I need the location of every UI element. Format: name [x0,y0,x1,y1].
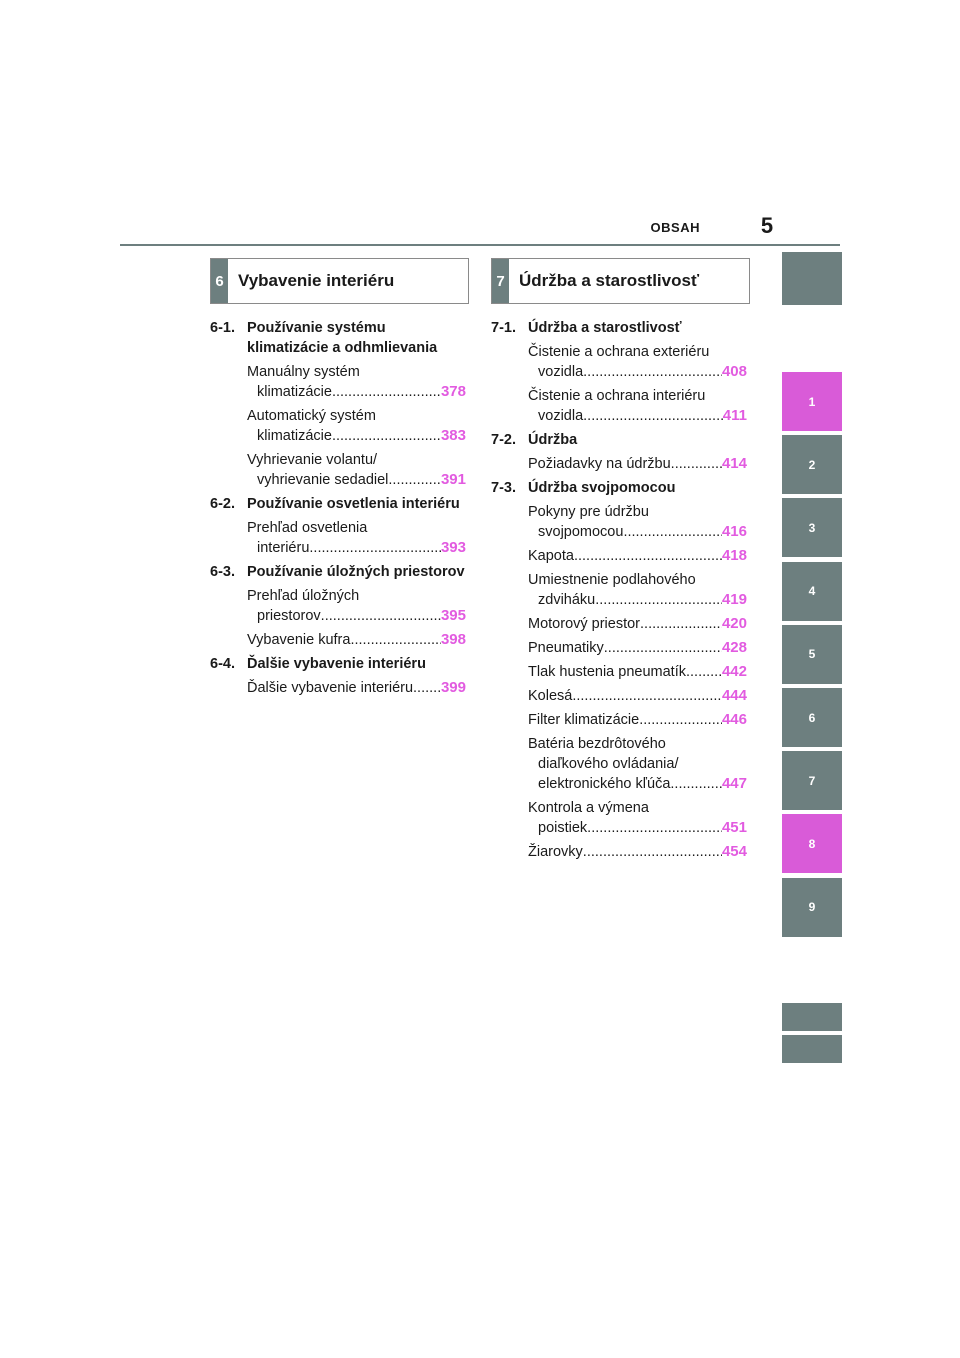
page-reference[interactable]: 414 [721,455,747,472]
chapter-tab-8[interactable]: 8 [782,814,842,873]
chapter-tab-5[interactable]: 5 [782,625,842,684]
subsection-title: Údržba svojpomocou [528,480,676,496]
toc-entry[interactable] [528,342,747,382]
toc-column-6 [210,318,466,702]
toc-column-7 [491,318,747,866]
toc-entry-text: elektronického kľúča [538,776,671,792]
toc-entry[interactable] [528,710,747,730]
section-title: Údržba a starostlivosť [519,271,700,290]
toc-entry[interactable] [528,386,747,426]
subsection-title: Používanie úložných priestorov [247,564,465,580]
section-title: Vybavenie interiéru [238,271,395,290]
subsection-heading [491,478,747,498]
toc-entry-text: Kontrola a výmena [528,800,649,816]
toc-entry-text: Požiadavky na údržbu [528,456,671,472]
dot-leader [671,454,722,474]
toc-entry-text: vozidla [538,364,584,380]
subsection-heading [491,318,747,338]
toc-entry[interactable] [247,518,466,558]
page-reference[interactable]: 454 [721,843,747,860]
dot-leader [332,382,441,402]
dot-leader [309,538,441,558]
toc-entry-text: Čistenie a ochrana interiéru [528,388,706,404]
dot-leader [583,406,723,426]
header-title: OBSAH [650,220,700,235]
toc-entry-text: klimatizácie [257,384,332,400]
section-number: 6 [211,259,228,303]
toc-entry-text: Umiestnenie podlahového [528,572,696,588]
dot-leader [574,546,722,566]
toc-entry[interactable] [528,686,747,706]
page-reference[interactable]: 398 [440,631,466,648]
dot-leader [595,590,722,610]
subsection-title: Údržba [528,432,578,448]
toc-entry[interactable] [247,362,466,402]
page-number: 5 [760,213,774,238]
subsection-heading [491,430,747,450]
toc-entry[interactable] [528,842,747,862]
page-reference[interactable]: 395 [440,607,466,624]
dot-leader [640,614,722,634]
dot-leader [413,678,441,698]
page-reference[interactable]: 420 [721,615,747,632]
dot-leader [686,662,722,682]
page-reference[interactable]: 428 [721,639,747,656]
toc-entry[interactable] [247,678,466,698]
page-reference[interactable]: 418 [721,547,747,564]
dot-leader [604,638,722,658]
toc-entry-text: diaľkového ovládania/ [538,756,679,772]
toc-entry-text: Kapota [528,548,574,564]
dot-leader [670,774,722,794]
tab-index-2[interactable] [782,1035,842,1063]
dot-leader [350,630,441,650]
page-reference[interactable]: 451 [721,819,747,836]
section-header-6 [210,258,469,304]
toc-entry-text: svojpomocou [538,524,624,540]
page-reference[interactable]: 419 [721,591,747,608]
dot-leader [572,686,722,706]
toc-entry-text: Pokyny pre údržbu [528,504,649,520]
toc-entry-text: Batéria bezdrôtového [528,736,666,752]
toc-entry-text: Motorový priestor [528,616,641,632]
toc-entry-text: Pneumatiky [528,640,604,656]
toc-entry[interactable] [528,454,747,474]
subsection-title: Používanie systému klimatizácie a odhmlievania [247,320,438,356]
subsection-number: 6-3. [210,564,235,580]
page-reference[interactable]: 393 [440,539,466,556]
section-header-7 [491,258,750,304]
subsection-number: 7-3. [491,480,516,496]
subsection-number: 6-1. [210,320,235,336]
chapter-tab-4[interactable]: 4 [782,562,842,621]
toc-entry-text: Filter klimatizácie [528,712,640,728]
header-rule [120,244,840,246]
toc-entry[interactable] [528,614,747,634]
toc-entry-text: Automatický systém [247,408,376,424]
subsection-heading [210,318,466,358]
tab-index[interactable] [782,1003,842,1031]
toc-entry[interactable] [528,662,747,682]
subsection-title: Ďalšie vybavenie interiéru [247,656,426,672]
chapter-tab-6[interactable]: 6 [782,688,842,747]
dot-leader [623,522,722,542]
subsection-number: 6-4. [210,656,235,672]
toc-entry-text: poistiek [538,820,588,836]
chapter-tab-7[interactable]: 7 [782,751,842,810]
toc-entry-text: vyhrievanie sedadiel [257,472,389,488]
page-reference[interactable]: 444 [721,687,747,704]
dot-leader [583,842,722,862]
toc-entry-text: Žiarovky [528,844,583,860]
dot-leader [388,470,441,490]
toc-entry-text: Vyhrievanie volantu/ [247,452,378,468]
toc-entry-text: Prehľad úložných [247,588,360,604]
toc-entry-text: priestorov [257,608,321,624]
toc-entry-text: Manuálny systém [247,364,360,380]
chapter-tab-9[interactable]: 9 [782,878,842,937]
chapter-tab-3[interactable]: 3 [782,498,842,557]
subsection-title: Údržba a starostlivosť [528,320,682,336]
toc-entry[interactable] [247,450,466,490]
subsection-title: Používanie osvetlenia interiéru [247,496,460,512]
dot-leader [587,818,722,838]
subsection-heading [210,494,466,514]
subsection-number: 6-2. [210,496,235,512]
toc-entry-text: zdviháku [538,592,596,608]
toc-entry[interactable] [528,502,747,542]
toc-entry-text: Vybavenie kufra [247,632,351,648]
toc-entry[interactable] [528,570,747,610]
subsection-number: 7-2. [491,432,516,448]
page-reference[interactable]: 447 [721,775,747,792]
toc-entry[interactable] [247,406,466,446]
dot-leader [639,710,722,730]
chapter-tab-1[interactable]: 1 [782,372,842,431]
toc-entry-text: Čistenie a ochrana exteriéru [528,344,710,360]
toc-entry[interactable] [528,798,747,838]
toc-entry-text: Kolesá [528,688,573,704]
toc-entry-text: vozidla [538,408,584,424]
chapter-tab-2[interactable]: 2 [782,435,842,494]
toc-entry-text: Ďalšie vybavenie interiéru [247,680,414,696]
section-number: 7 [492,259,509,303]
page-reference[interactable]: 408 [721,363,747,380]
page-reference[interactable]: 378 [440,383,466,400]
toc-entry[interactable] [247,630,466,650]
page-reference[interactable]: 391 [440,471,466,488]
toc-entry-text: klimatizácie [257,428,332,444]
subsection-heading [210,562,466,582]
page-reference[interactable]: 411 [722,407,747,424]
toc-entry[interactable] [247,586,466,626]
dot-leader [332,426,441,446]
page-reference[interactable]: 442 [721,663,747,680]
tab-contents[interactable] [782,252,842,305]
dot-leader [583,362,722,382]
toc-entry[interactable] [528,734,747,794]
page-reference[interactable]: 446 [721,711,747,728]
dot-leader [321,606,441,626]
page-reference[interactable]: 416 [721,523,747,540]
toc-entry-text: Tlak hustenia pneumatík [528,664,686,680]
page-reference[interactable]: 399 [440,679,466,696]
toc-entry-text: interiéru [257,540,310,556]
subsection-heading [210,654,466,674]
toc-entry-text: Prehľad osvetlenia [247,520,368,536]
toc-entry[interactable] [528,546,747,566]
subsection-number: 7-1. [491,320,516,336]
page-reference[interactable]: 383 [440,427,466,444]
toc-entry[interactable] [528,638,747,658]
